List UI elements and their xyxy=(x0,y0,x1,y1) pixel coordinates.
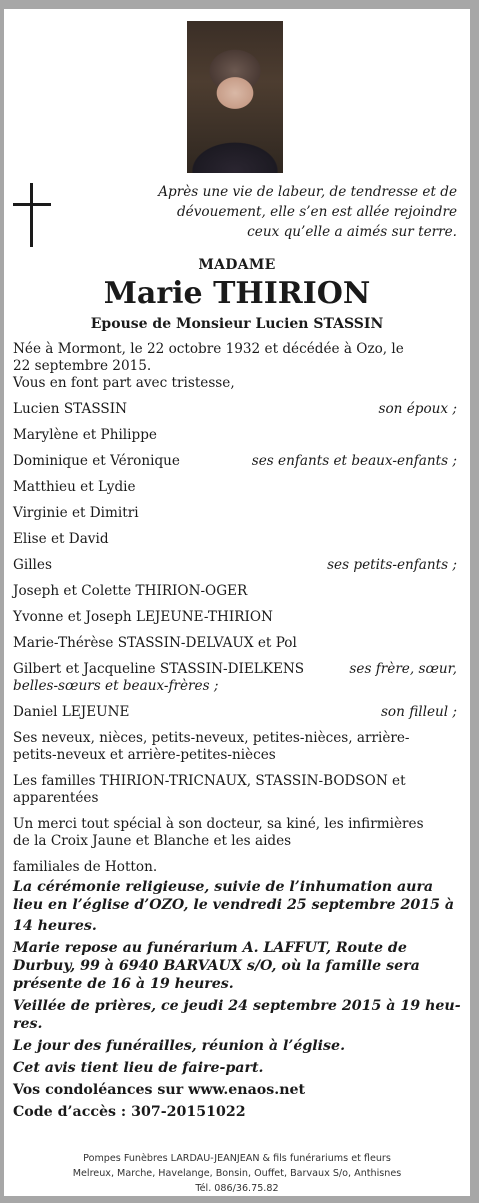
birth-line: Née à Mormont, le 22 octobre 1932 et décédée à Ozo, le xyxy=(13,341,404,357)
family-row xyxy=(13,583,457,600)
ceremony-line: lieu en l’église d’OZO, le vendredi 25 septembre 2015 à xyxy=(13,897,455,913)
cross-icon xyxy=(13,183,51,247)
birth-line: 22 septembre 2015. xyxy=(13,358,152,374)
vigil-block xyxy=(13,997,461,1033)
thanks-line: Un merci tout spécial à son docteur, sa kiné, les infirmières xyxy=(13,816,424,832)
families-block xyxy=(13,773,457,807)
siblings-relation: ses frère, sœur, xyxy=(349,661,457,677)
family-name: Marie-Thérèse STASSIN-DELVAUX et Pol xyxy=(13,635,297,651)
vigil-line: res. xyxy=(13,1016,43,1032)
family-relation: ses petits-enfants ; xyxy=(327,557,457,573)
family-name: Elise et David xyxy=(13,531,109,547)
birth-line: Vous en font part avec tristesse, xyxy=(13,375,235,391)
obituary-notice xyxy=(4,9,470,1196)
spouse-line: Epouse de Monsieur Lucien STASSIN xyxy=(90,316,384,332)
family-row xyxy=(13,505,457,522)
family-name: Gilles xyxy=(13,557,52,573)
funerarium-line: présente de 16 à 19 heures. xyxy=(13,976,234,992)
godson-name: Daniel LEJEUNE xyxy=(13,704,130,720)
quote-line: ceux qu’elle a aimés sur terre. xyxy=(247,224,457,240)
family-row xyxy=(13,427,457,444)
thanks-line-cont: familiales de Hotton. xyxy=(13,859,158,875)
nephews-line: Ses neveux, nièces, petits-neveux, petites-nièces, arrière- xyxy=(13,730,410,746)
family-name: Dominique et Véronique xyxy=(13,453,180,469)
meeting-line: Le jour des funérailles, réunion à l’église. xyxy=(13,1038,346,1054)
families-line: apparentées xyxy=(13,790,99,806)
family-row xyxy=(13,531,457,548)
footer-line: Tél. 086/36.75.82 xyxy=(195,1183,279,1194)
family-name: Joseph et Colette THIRION-OGER xyxy=(13,583,248,599)
family-row xyxy=(13,401,457,418)
footer-line: Pompes Funèbres LARDAU-JEANJEAN & fils funérariums et fleurs xyxy=(83,1153,391,1164)
funerarium-line: Marie repose au funérarium A. LAFFUT, Route de xyxy=(13,940,407,956)
siblings-name: Gilbert et Jacqueline STASSIN-DIELKENS xyxy=(13,661,305,677)
family-row xyxy=(13,635,457,652)
thanks-line: de la Croix Jaune et Blanche et les aides xyxy=(13,833,292,849)
family-row xyxy=(13,479,457,496)
footer-line: Melreux, Marche, Havelange, Bonsin, Ouffet, Barvaux S/o, Anthisnes xyxy=(72,1168,402,1179)
funeral-home-footer xyxy=(4,1151,470,1196)
portrait-photo xyxy=(187,21,283,173)
vigil-line: Veillée de prières, ce jeudi 24 septembre 2015 à 19 heu- xyxy=(13,998,461,1014)
family-name: Marylène et Philippe xyxy=(13,427,157,443)
nephews-line: petits-neveux et arrière-petites-nièces xyxy=(13,747,276,763)
godson-relation: son filleul ; xyxy=(380,704,457,720)
deceased-name: Marie THIRION xyxy=(103,276,371,311)
ceremony-block xyxy=(13,878,457,935)
families-line: Les familles THIRION-TRICNAUX, STASSIN-BODSON et xyxy=(13,773,406,789)
funerarium-block xyxy=(13,939,457,993)
quote-line: dévouement, elle s’en est allée rejoindre xyxy=(176,204,457,220)
family-name: Lucien STASSIN xyxy=(13,401,127,417)
family-row xyxy=(13,609,457,626)
notice-line: Cet avis tient lieu de faire-part. xyxy=(13,1060,264,1076)
family-relation: son époux ; xyxy=(378,401,457,417)
nephews-block xyxy=(13,730,457,764)
ceremony-line: La cérémonie religieuse, suivie de l’inhumation aura xyxy=(13,879,434,895)
family-row xyxy=(13,557,457,574)
family-row xyxy=(13,453,457,470)
siblings-relation-cont: belles-sœurs et beaux-frères ; xyxy=(13,678,219,694)
family-name: Virginie et Dimitri xyxy=(13,505,139,521)
notice-body xyxy=(13,341,461,1121)
ceremony-line: 14 heures. xyxy=(13,918,97,934)
condolences-line: Vos condoléances sur www.enaos.net xyxy=(13,1082,306,1098)
quote-line: Après une vie de labeur, de tendresse et de xyxy=(158,184,457,200)
siblings-row xyxy=(13,661,457,678)
godson-row xyxy=(13,704,457,721)
family-relation: ses enfants et beaux-enfants ; xyxy=(251,453,457,469)
thanks-block xyxy=(13,816,457,850)
funerarium-line: Durbuy, 99 à 6940 BARVAUX s/O, où la famille sera xyxy=(13,958,420,974)
epitaph-quote xyxy=(157,182,457,242)
honorific-title: MADAME xyxy=(198,257,276,273)
family-name: Matthieu et Lydie xyxy=(13,479,136,495)
access-code-line: Code d’accès : 307-20151022 xyxy=(13,1104,246,1120)
family-name: Yvonne et Joseph LEJEUNE-THIRION xyxy=(13,609,273,625)
